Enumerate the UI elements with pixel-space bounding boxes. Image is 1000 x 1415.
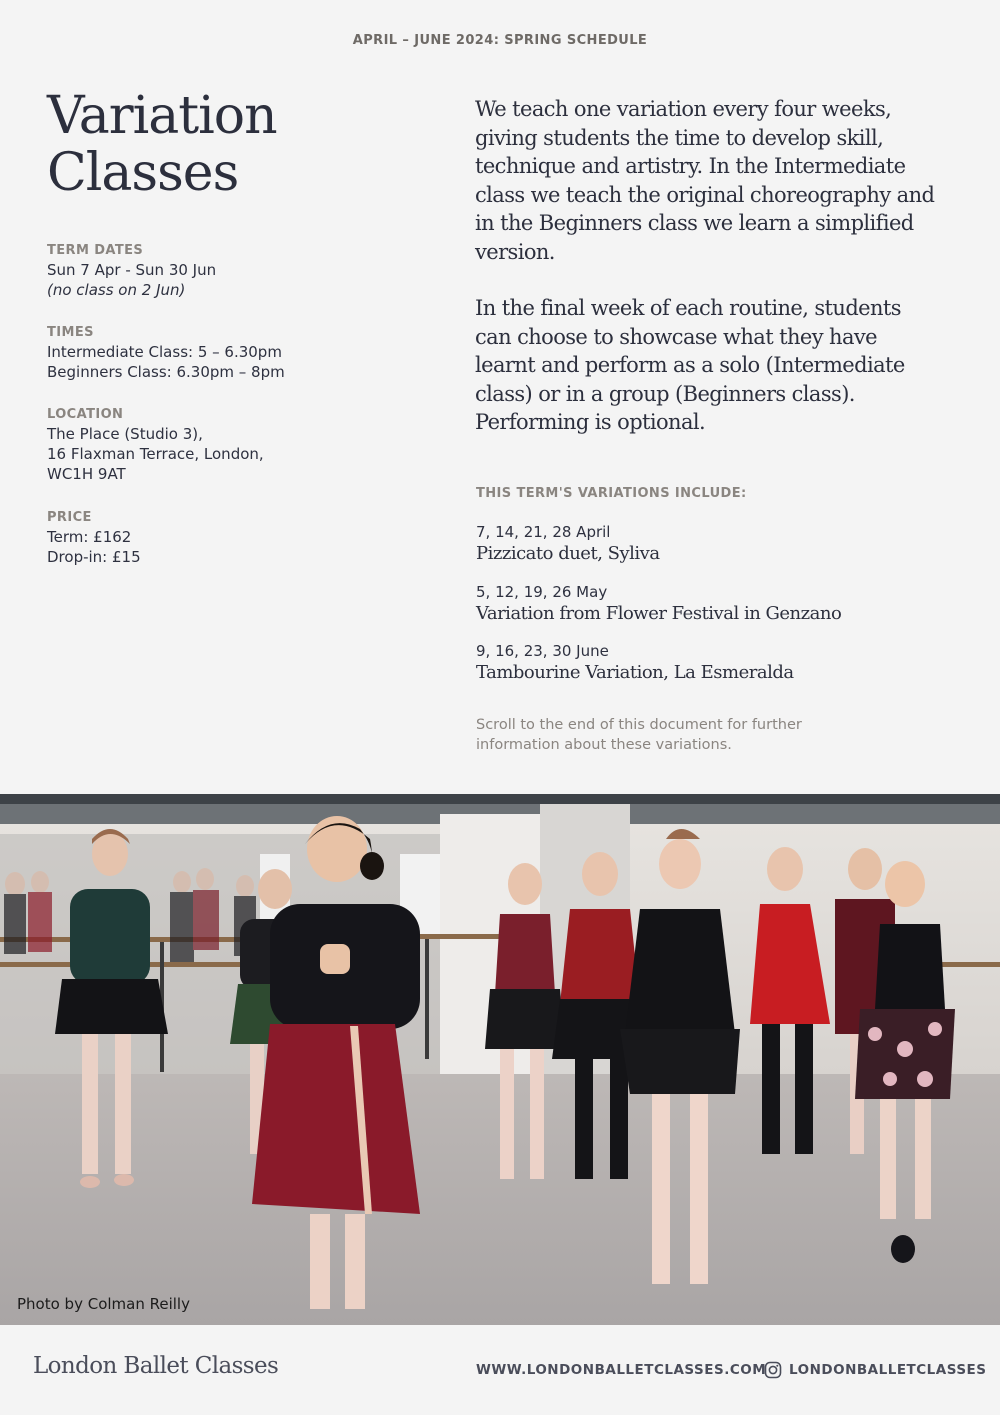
price-term: Term: £162 xyxy=(47,528,132,546)
intro-text xyxy=(475,95,935,465)
times-label: TIMES xyxy=(47,325,94,340)
photo-illustration xyxy=(0,794,1000,1325)
title-line-1: Variation xyxy=(47,86,277,146)
variation-item xyxy=(476,641,956,685)
price-label: PRICE xyxy=(47,510,92,525)
term-dates-exception: (no class on 2 Jun) xyxy=(47,281,186,299)
variation-dates: 9, 16, 23, 30 June xyxy=(476,642,609,660)
location-line-1: The Place (Studio 3), xyxy=(47,425,203,443)
times-intermediate: Intermediate Class: 5 – 6.30pm xyxy=(47,343,282,361)
variations-heading: THIS TERM'S VARIATIONS INCLUDE: xyxy=(476,486,747,501)
price-drop-in: Drop-in: £15 xyxy=(47,548,141,566)
variation-dates: 5, 12, 19, 26 May xyxy=(476,583,608,601)
variation-dates: 7, 14, 21, 28 April xyxy=(476,523,611,541)
variation-name: Tambourine Variation, La Esmeralda xyxy=(476,662,794,683)
times-section xyxy=(47,325,427,382)
instagram-icon xyxy=(764,1361,782,1379)
location-line-3: WC1H 9AT xyxy=(47,465,126,483)
variation-item xyxy=(476,522,956,566)
location-section xyxy=(47,407,427,484)
page-title xyxy=(47,88,427,202)
variation-name: Pizzicato duet, Syliva xyxy=(476,543,660,564)
footer xyxy=(0,1325,1000,1415)
further-info-note: Scroll to the end of this document for further information about these variations. xyxy=(476,717,802,753)
schedule-header: APRIL – JUNE 2024: SPRING SCHEDULE xyxy=(352,33,648,48)
term-dates-section xyxy=(47,243,427,300)
location-line-2: 16 Flaxman Terrace, London, xyxy=(47,445,264,463)
intro-paragraph-2: In the final week of each routine, students can choose to showcase what they have learnt and perform as a solo (Intermediate class) or in a group (Beginners class). Performing is optional. xyxy=(475,296,905,434)
brand-logo: London Ballet Classes xyxy=(33,1353,279,1379)
photo-credit: Photo by Colman Reilly xyxy=(17,1295,190,1313)
term-dates-range: Sun 7 Apr - Sun 30 Jun xyxy=(47,261,217,279)
price-section xyxy=(47,510,427,567)
title-line-2: Classes xyxy=(47,143,239,203)
variation-item xyxy=(476,582,956,626)
website-link[interactable]: WWW.LONDONBALLETCLASSES.COM xyxy=(476,1362,767,1378)
class-photo xyxy=(0,794,1000,1325)
term-dates-label: TERM DATES xyxy=(47,243,144,258)
location-label: LOCATION xyxy=(47,407,124,422)
instagram-link[interactable]: LONDONBALLETCLASSES xyxy=(789,1362,987,1378)
variation-name: Variation from Flower Festival in Genzano xyxy=(476,603,842,624)
intro-paragraph-1: We teach one variation every four weeks, giving students the time to develop skill, technique and artistry. In the Intermediate class we teach the original choreography and in the Beginners class we learn a simplified version. xyxy=(475,97,935,264)
times-beginners: Beginners Class: 6.30pm – 8pm xyxy=(47,363,285,381)
